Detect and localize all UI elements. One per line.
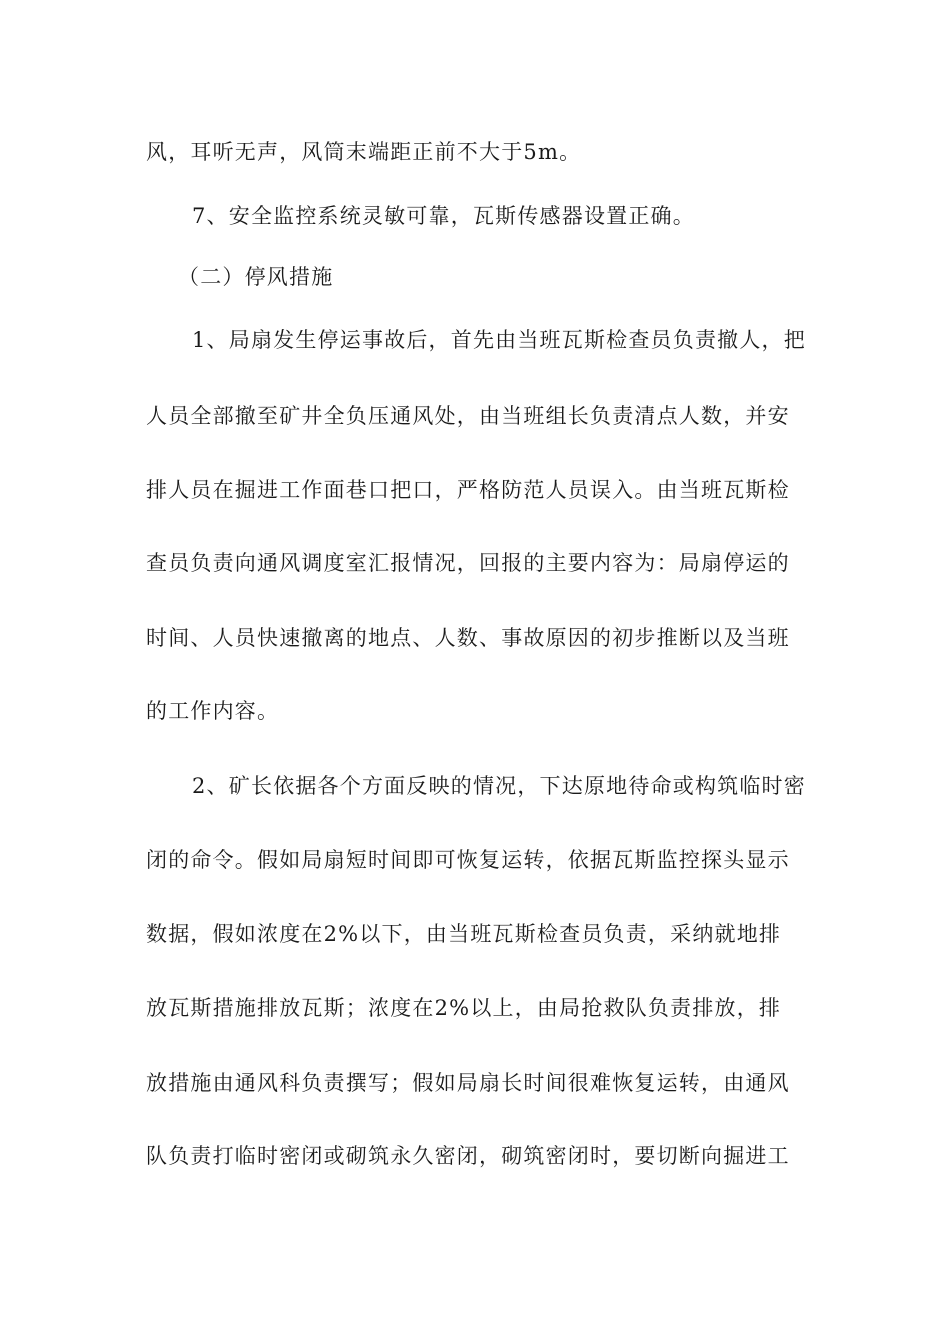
text-line-14: 放措施由通风科负责撰写；假如局扇长时间很难恢复运转，由通风	[146, 1071, 790, 1095]
text-line-15: 队负责打临时密闭或砌筑永久密闭，砌筑密闭时，要切断向掘进工	[146, 1144, 790, 1168]
section-heading-ventilation-stop: （二）停风措施	[178, 265, 334, 289]
text-line-12: 数据，假如浓度在2%以下，由当班瓦斯检查员负责，采纳就地排	[146, 922, 782, 946]
text-line-11: 闭的命令。假如局扇短时间即可恢复运转，依据瓦斯监控探头显示	[146, 848, 790, 872]
text-line-8: 时间、人员快速撤离的地点、人数、事故原因的初步推断以及当班	[146, 626, 790, 650]
text-line-7: 查员负责向通风调度室汇报情况，回报的主要内容为：局扇停运的	[146, 551, 790, 575]
text-line-2: 7、安全监控系统灵敏可靠，瓦斯传感器设置正确。	[192, 204, 695, 228]
text-line-5: 人员全部撤至矿井全负压通风处，由当班组长负责清点人数，并安	[146, 404, 790, 428]
text-line-1: 风，耳听无声，风筒末端距正前不大于5m。	[146, 140, 582, 164]
text-line-9: 的工作内容。	[146, 699, 280, 723]
text-line-4: 1、局扇发生停运事故后，首先由当班瓦斯检查员负责撤人，把	[192, 328, 806, 352]
text-line-10: 2、矿长依据各个方面反映的情况，下达原地待命或构筑临时密	[192, 774, 806, 798]
text-line-13: 放瓦斯措施排放瓦斯；浓度在2%以上，由局抢救队负责排放，排	[146, 996, 782, 1020]
text-line-6: 排人员在掘进工作面巷口把口，严格防范人员误入。由当班瓦斯检	[146, 478, 790, 502]
